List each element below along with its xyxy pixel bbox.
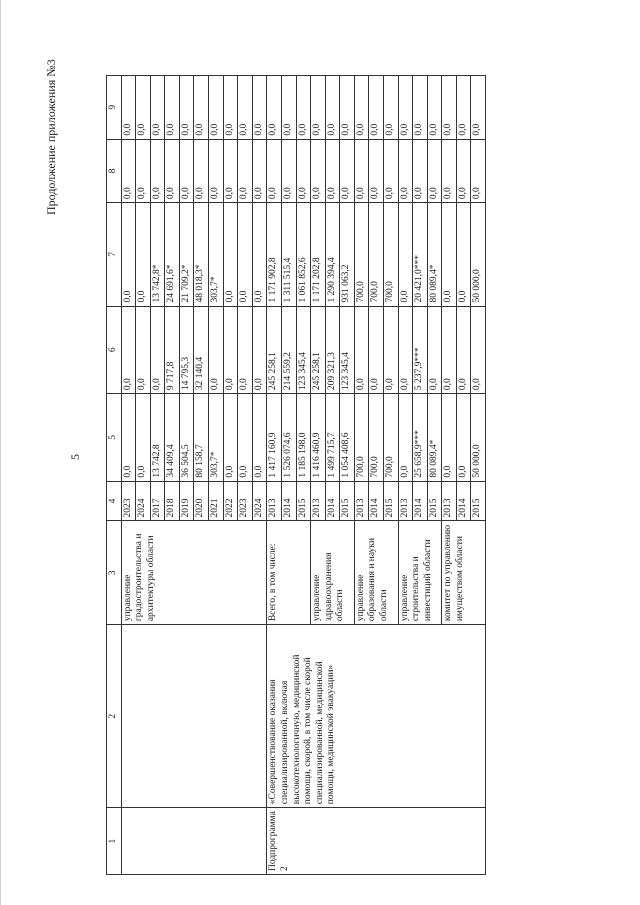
value-cell: 0,0 [456, 394, 471, 482]
value-cell: 0,0 [238, 394, 253, 482]
value-cell: 50 000,0 [471, 394, 486, 482]
value-cell: 214 559,2 [281, 306, 296, 394]
header-cell: 2 [107, 625, 122, 808]
value-cell: 0,0 [209, 76, 224, 140]
value-cell: 0,0 [354, 139, 369, 203]
value-cell: 0,0 [442, 394, 457, 482]
value-cell: 0,0 [252, 76, 267, 140]
value-cell: 0,0 [383, 139, 398, 203]
value-cell: 931 063,2 [340, 203, 355, 306]
value-cell: 0,0 [456, 76, 471, 140]
value-cell: 0,0 [456, 306, 471, 394]
value-cell: 0,0 [136, 306, 151, 394]
value-cell: 245 258,1 [311, 306, 326, 394]
year-cell: 2013 [442, 481, 457, 521]
value-cell: 0,0 [369, 306, 384, 394]
value-cell: 1 416 460,9 [311, 394, 326, 482]
value-cell: 0,0 [281, 76, 296, 140]
value-cell: 0,0 [252, 203, 267, 306]
value-cell: 0,0 [238, 76, 253, 140]
value-cell: 0,0 [252, 306, 267, 394]
value-cell: 0,0 [398, 394, 413, 482]
year-cell: 2014 [456, 481, 471, 521]
value-cell: 0,0 [121, 203, 136, 306]
value-cell: 0,0 [209, 306, 224, 394]
year-cell: 2015 [471, 481, 486, 521]
value-cell: 0,0 [267, 76, 282, 140]
value-cell: 0,0 [311, 76, 326, 140]
header-cell: 9 [107, 76, 122, 140]
value-cell: 0,0 [238, 306, 253, 394]
program-cell [121, 808, 267, 875]
value-cell: 303,7* [209, 203, 224, 306]
value-cell: 0,0 [223, 306, 238, 394]
executor-cell: управление образования и науки области [354, 521, 398, 625]
value-cell: 48 018,3* [194, 203, 209, 306]
value-cell: 0,0 [150, 139, 165, 203]
value-cell: 0,0 [121, 139, 136, 203]
continuation-label: Продолжение приложения №3 [44, 59, 58, 215]
program-name-cell: «Совершенствование оказания специализированной, включая высокотехнологичную, медицинской помощи, скорой, в том числе скорой специализированной, медицинской помощи, медицинской эвакуации» [267, 625, 486, 808]
value-cell: 0,0 [238, 203, 253, 306]
value-cell: 1 417 160,9 [267, 394, 282, 482]
value-cell: 24 691,6* [165, 203, 180, 306]
value-cell: 700,0 [354, 203, 369, 306]
value-cell: 0,0 [267, 139, 282, 203]
value-cell: 0,0 [398, 306, 413, 394]
year-cell: 2014 [369, 481, 384, 521]
year-cell: 2015 [340, 481, 355, 521]
value-cell: 245 258,1 [267, 306, 282, 394]
year-cell: 2024 [136, 481, 151, 521]
value-cell: 0,0 [398, 203, 413, 306]
year-cell: 2018 [165, 481, 180, 521]
year-cell: 2020 [194, 481, 209, 521]
value-cell: 0,0 [471, 306, 486, 394]
value-cell: 0,0 [471, 76, 486, 140]
value-cell: 0,0 [281, 139, 296, 203]
value-cell: 36 504,5 [179, 394, 194, 482]
value-cell: 20 421,0*** [413, 203, 428, 306]
value-cell: 0,0 [165, 76, 180, 140]
year-cell: 2023 [238, 481, 253, 521]
year-cell: 2013 [267, 481, 282, 521]
value-cell: 0,0 [325, 139, 340, 203]
year-cell: 2013 [311, 481, 326, 521]
value-cell: 0,0 [383, 76, 398, 140]
value-cell: 25 658,9*** [413, 394, 428, 482]
table-row [267, 76, 282, 875]
executor-cell: управление градостроительства и архитектуры области [121, 521, 267, 625]
page-number: 5 [68, 454, 82, 460]
value-cell: 0,0 [209, 139, 224, 203]
value-cell: 0,0 [223, 203, 238, 306]
value-cell: 0,0 [427, 139, 442, 203]
value-cell: 32 140,4 [194, 306, 209, 394]
value-cell: 0,0 [121, 306, 136, 394]
value-cell: 0,0 [369, 139, 384, 203]
value-cell: 0,0 [442, 306, 457, 394]
year-cell: 2022 [223, 481, 238, 521]
value-cell: 1 290 394,4 [325, 203, 340, 306]
value-cell: 0,0 [121, 394, 136, 482]
value-cell: 0,0 [413, 76, 428, 140]
program-name-cell [121, 625, 267, 808]
value-cell: 0,0 [238, 139, 253, 203]
value-cell: 0,0 [165, 139, 180, 203]
value-cell: 80 089,4* [427, 203, 442, 306]
executor-cell: комитет по управлению имуществом области [442, 521, 486, 625]
value-cell: 123 345,4 [296, 306, 311, 394]
year-cell: 2015 [383, 481, 398, 521]
value-cell: 0,0 [136, 76, 151, 140]
value-cell: 0,0 [427, 76, 442, 140]
value-cell: 0,0 [150, 76, 165, 140]
year-cell: 2017 [150, 481, 165, 521]
value-cell: 0,0 [456, 139, 471, 203]
value-cell: 700,0 [383, 203, 398, 306]
value-cell: 700,0 [354, 394, 369, 482]
value-cell: 21 709,2* [179, 203, 194, 306]
year-cell: 2024 [252, 481, 267, 521]
value-cell: 0,0 [442, 76, 457, 140]
value-cell: 0,0 [354, 306, 369, 394]
year-cell: 2014 [325, 481, 340, 521]
value-cell: 123 345,4 [340, 306, 355, 394]
value-cell: 1 185 198,0 [296, 394, 311, 482]
value-cell: 0,0 [179, 139, 194, 203]
value-cell: 0,0 [398, 76, 413, 140]
header-cell: 5 [107, 394, 122, 482]
value-cell: 0,0 [296, 76, 311, 140]
value-cell: 14 795,3 [179, 306, 194, 394]
value-cell: 0,0 [252, 139, 267, 203]
value-cell: 0,0 [340, 139, 355, 203]
value-cell: 0,0 [150, 306, 165, 394]
value-cell: 0,0 [136, 203, 151, 306]
year-cell: 2019 [179, 481, 194, 521]
executor-cell: управление здравоохранения области [311, 521, 355, 625]
header-cell: 3 [107, 521, 122, 625]
value-cell: 700,0 [369, 394, 384, 482]
value-cell: 0,0 [311, 139, 326, 203]
value-cell: 80 158,7 [194, 394, 209, 482]
header-row [107, 76, 122, 875]
value-cell: 0,0 [427, 306, 442, 394]
value-cell: 5 237,9*** [413, 306, 428, 394]
value-cell: 0,0 [136, 394, 151, 482]
header-cell: 4 [107, 481, 122, 521]
budget-table [106, 75, 486, 875]
program-cell: Подпрограмма 2 [267, 808, 486, 875]
table-row [121, 76, 136, 875]
value-cell: 1 499 715,7 [325, 394, 340, 482]
year-cell: 2023 [121, 481, 136, 521]
year-cell: 2021 [209, 481, 224, 521]
value-cell: 0,0 [223, 76, 238, 140]
year-cell: 2013 [354, 481, 369, 521]
value-cell: 0,0 [456, 203, 471, 306]
value-cell: 50 000,0 [471, 203, 486, 306]
value-cell: 1 526 074,6 [281, 394, 296, 482]
value-cell: 209 321,3 [325, 306, 340, 394]
value-cell: 303,7* [209, 394, 224, 482]
value-cell: 1 171 202,8 [311, 203, 326, 306]
value-cell: 0,0 [194, 139, 209, 203]
value-cell: 0,0 [223, 139, 238, 203]
value-cell: 700,0 [383, 394, 398, 482]
value-cell: 13 742,8 [150, 394, 165, 482]
year-cell: 2015 [296, 481, 311, 521]
value-cell: 0,0 [354, 76, 369, 140]
value-cell: 0,0 [471, 139, 486, 203]
value-cell: 1 061 852,6 [296, 203, 311, 306]
value-cell: 0,0 [223, 394, 238, 482]
value-cell: 0,0 [252, 394, 267, 482]
year-cell: 2013 [398, 481, 413, 521]
value-cell: 1 171 902,8 [267, 203, 282, 306]
value-cell: 13 742,8* [150, 203, 165, 306]
value-cell: 9 717,8 [165, 306, 180, 394]
header-cell: 1 [107, 808, 122, 875]
value-cell: 0,0 [136, 139, 151, 203]
value-cell: 1 054 408,6 [340, 394, 355, 482]
value-cell: 700,0 [369, 203, 384, 306]
value-cell: 80 089,4* [427, 394, 442, 482]
value-cell: 34 409,4 [165, 394, 180, 482]
value-cell: 0,0 [413, 139, 428, 203]
value-cell: 0,0 [296, 139, 311, 203]
value-cell: 0,0 [194, 76, 209, 140]
header-cell: 6 [107, 306, 122, 394]
year-cell: 2014 [281, 481, 296, 521]
value-cell: 0,0 [325, 76, 340, 140]
header-cell: 7 [107, 203, 122, 306]
value-cell: 0,0 [369, 76, 384, 140]
value-cell: 0,0 [398, 139, 413, 203]
header-cell: 8 [107, 139, 122, 203]
year-cell: 2014 [413, 481, 428, 521]
value-cell: 1 311 515,4 [281, 203, 296, 306]
value-cell: 0,0 [442, 139, 457, 203]
value-cell: 0,0 [442, 203, 457, 306]
value-cell: 0,0 [383, 306, 398, 394]
value-cell: 0,0 [340, 76, 355, 140]
executor-cell: управление строительства и инвестиций области [398, 521, 442, 625]
executor-cell: Всего, в том числе: [267, 521, 311, 625]
year-cell: 2015 [427, 481, 442, 521]
value-cell: 0,0 [179, 76, 194, 140]
value-cell: 0,0 [121, 76, 136, 140]
